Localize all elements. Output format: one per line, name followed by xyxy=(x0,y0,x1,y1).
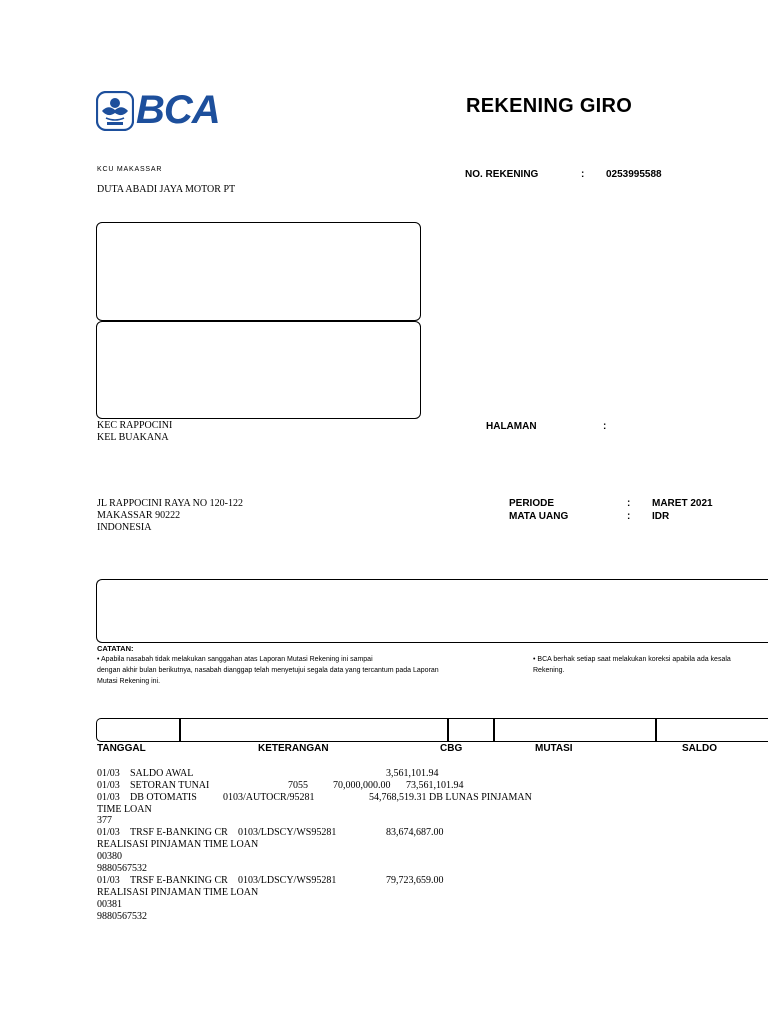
notes-right-line-1: • BCA berhak setiap saat melakukan koreksi apabila ada kesala xyxy=(533,656,731,663)
account-number-colon: : xyxy=(581,169,585,180)
notes-title: CATATAN: xyxy=(97,644,134,653)
currency-value: IDR xyxy=(652,511,670,522)
currency-label: MATA UANG xyxy=(509,511,569,522)
row-2-desc: SETORAN TUNAI xyxy=(130,780,210,791)
row-4-desc: TRSF E-BANKING CR xyxy=(130,827,228,838)
column-description: KETERANGAN xyxy=(258,743,329,754)
column-date: TANGGAL xyxy=(97,743,146,754)
bca-logo xyxy=(96,88,220,132)
address-city: MAKASSAR 90222 xyxy=(97,510,181,521)
row-4-cont-3: 9880567532 xyxy=(97,863,147,874)
row-5-date: 01/03 xyxy=(97,875,120,886)
row-1-amount: 3,561,101.94 xyxy=(386,768,439,779)
column-cbg: CBG xyxy=(440,743,463,754)
address-box-bottom xyxy=(96,321,421,419)
account-number-label: NO. REKENING xyxy=(465,169,539,180)
address-kel: KEL BUAKANA xyxy=(97,432,169,443)
row-3-cont-2: 377 xyxy=(97,815,112,826)
row-4-cont-1: REALISASI PINJAMAN TIME LOAN xyxy=(97,839,259,850)
page-label: HALAMAN xyxy=(486,421,537,432)
notes-right-line-2: Rekening. xyxy=(533,667,565,674)
row-2-amount: 70,000,000.00 xyxy=(333,780,391,791)
row-1-date: 01/03 xyxy=(97,768,120,779)
row-5-ref: 0103/LDSCY/WS95281 xyxy=(238,875,337,886)
row-3-amount: 54,768,519.31 DB LUNAS PINJAMAN xyxy=(369,792,532,803)
period-label: PERIODE xyxy=(509,498,555,509)
address-kec: KEC RAPPOCINI xyxy=(97,420,173,431)
address-block-1 xyxy=(97,420,172,444)
page-colon: : xyxy=(603,421,607,432)
bca-logo-text: BCA xyxy=(136,88,220,132)
document-title: REKENING GIRO xyxy=(466,95,633,117)
column-mutation: MUTASI xyxy=(535,743,573,754)
bca-logo-icon xyxy=(96,91,134,131)
row-4-date: 01/03 xyxy=(97,827,120,838)
row-3-ref: 0103/AUTOCR/95281 xyxy=(223,792,315,803)
row-5-cont-2: 00381 xyxy=(97,899,122,910)
period-colon: : xyxy=(627,498,631,509)
notes-left-line-3: Mutasi Rekening ini. xyxy=(97,678,161,685)
row-4-ref: 0103/LDSCY/WS95281 xyxy=(238,827,337,838)
table-header-frame xyxy=(96,718,768,742)
address-street: JL RAPPOCINI RAYA NO 120-122 xyxy=(97,498,243,509)
row-4-cont-2: 00380 xyxy=(97,851,122,862)
row-3-date: 01/03 xyxy=(97,792,120,803)
branch-name: KCU MAKASSAR xyxy=(97,166,163,173)
row-5-desc: TRSF E-BANKING CR xyxy=(130,875,228,886)
column-balance: SALDO xyxy=(682,743,717,754)
notes-left-line-1: • Apabila nasabah tidak melakukan sanggahan atas Laporan Mutasi Rekening ini sampai xyxy=(97,656,373,663)
notes-right xyxy=(533,654,768,676)
row-5-amount: 79,723,659.00 xyxy=(386,875,444,886)
row-5-cont-1: REALISASI PINJAMAN TIME LOAN xyxy=(97,887,259,898)
row-3-cont-1: TIME LOAN xyxy=(97,804,152,815)
currency-colon: : xyxy=(627,511,631,522)
notes-box xyxy=(96,579,768,643)
row-4-amount: 83,674,687.00 xyxy=(386,827,444,838)
row-2-date: 01/03 xyxy=(97,780,120,791)
address-block-2 xyxy=(97,498,243,534)
row-3-desc: DB OTOMATIS xyxy=(130,792,197,803)
account-number-value: 0253995588 xyxy=(606,169,662,180)
row-2-balance: 73,561,101.94 xyxy=(406,780,464,791)
address-box-top xyxy=(96,222,421,321)
account-holder-name: DUTA ABADI JAYA MOTOR PT xyxy=(97,184,236,195)
row-2-cbg: 7055 xyxy=(288,780,308,791)
notes-left xyxy=(97,654,517,687)
notes-left-line-2: dengan akhir bulan berikutnya, nasabah dianggap telah menyetujui segala data yang tercantum pada Laporan xyxy=(97,667,439,674)
row-1-desc: SALDO AWAL xyxy=(130,768,194,779)
address-country: INDONESIA xyxy=(97,522,152,533)
row-5-cont-3: 9880567532 xyxy=(97,911,147,922)
period-value: MARET 2021 xyxy=(652,498,713,509)
